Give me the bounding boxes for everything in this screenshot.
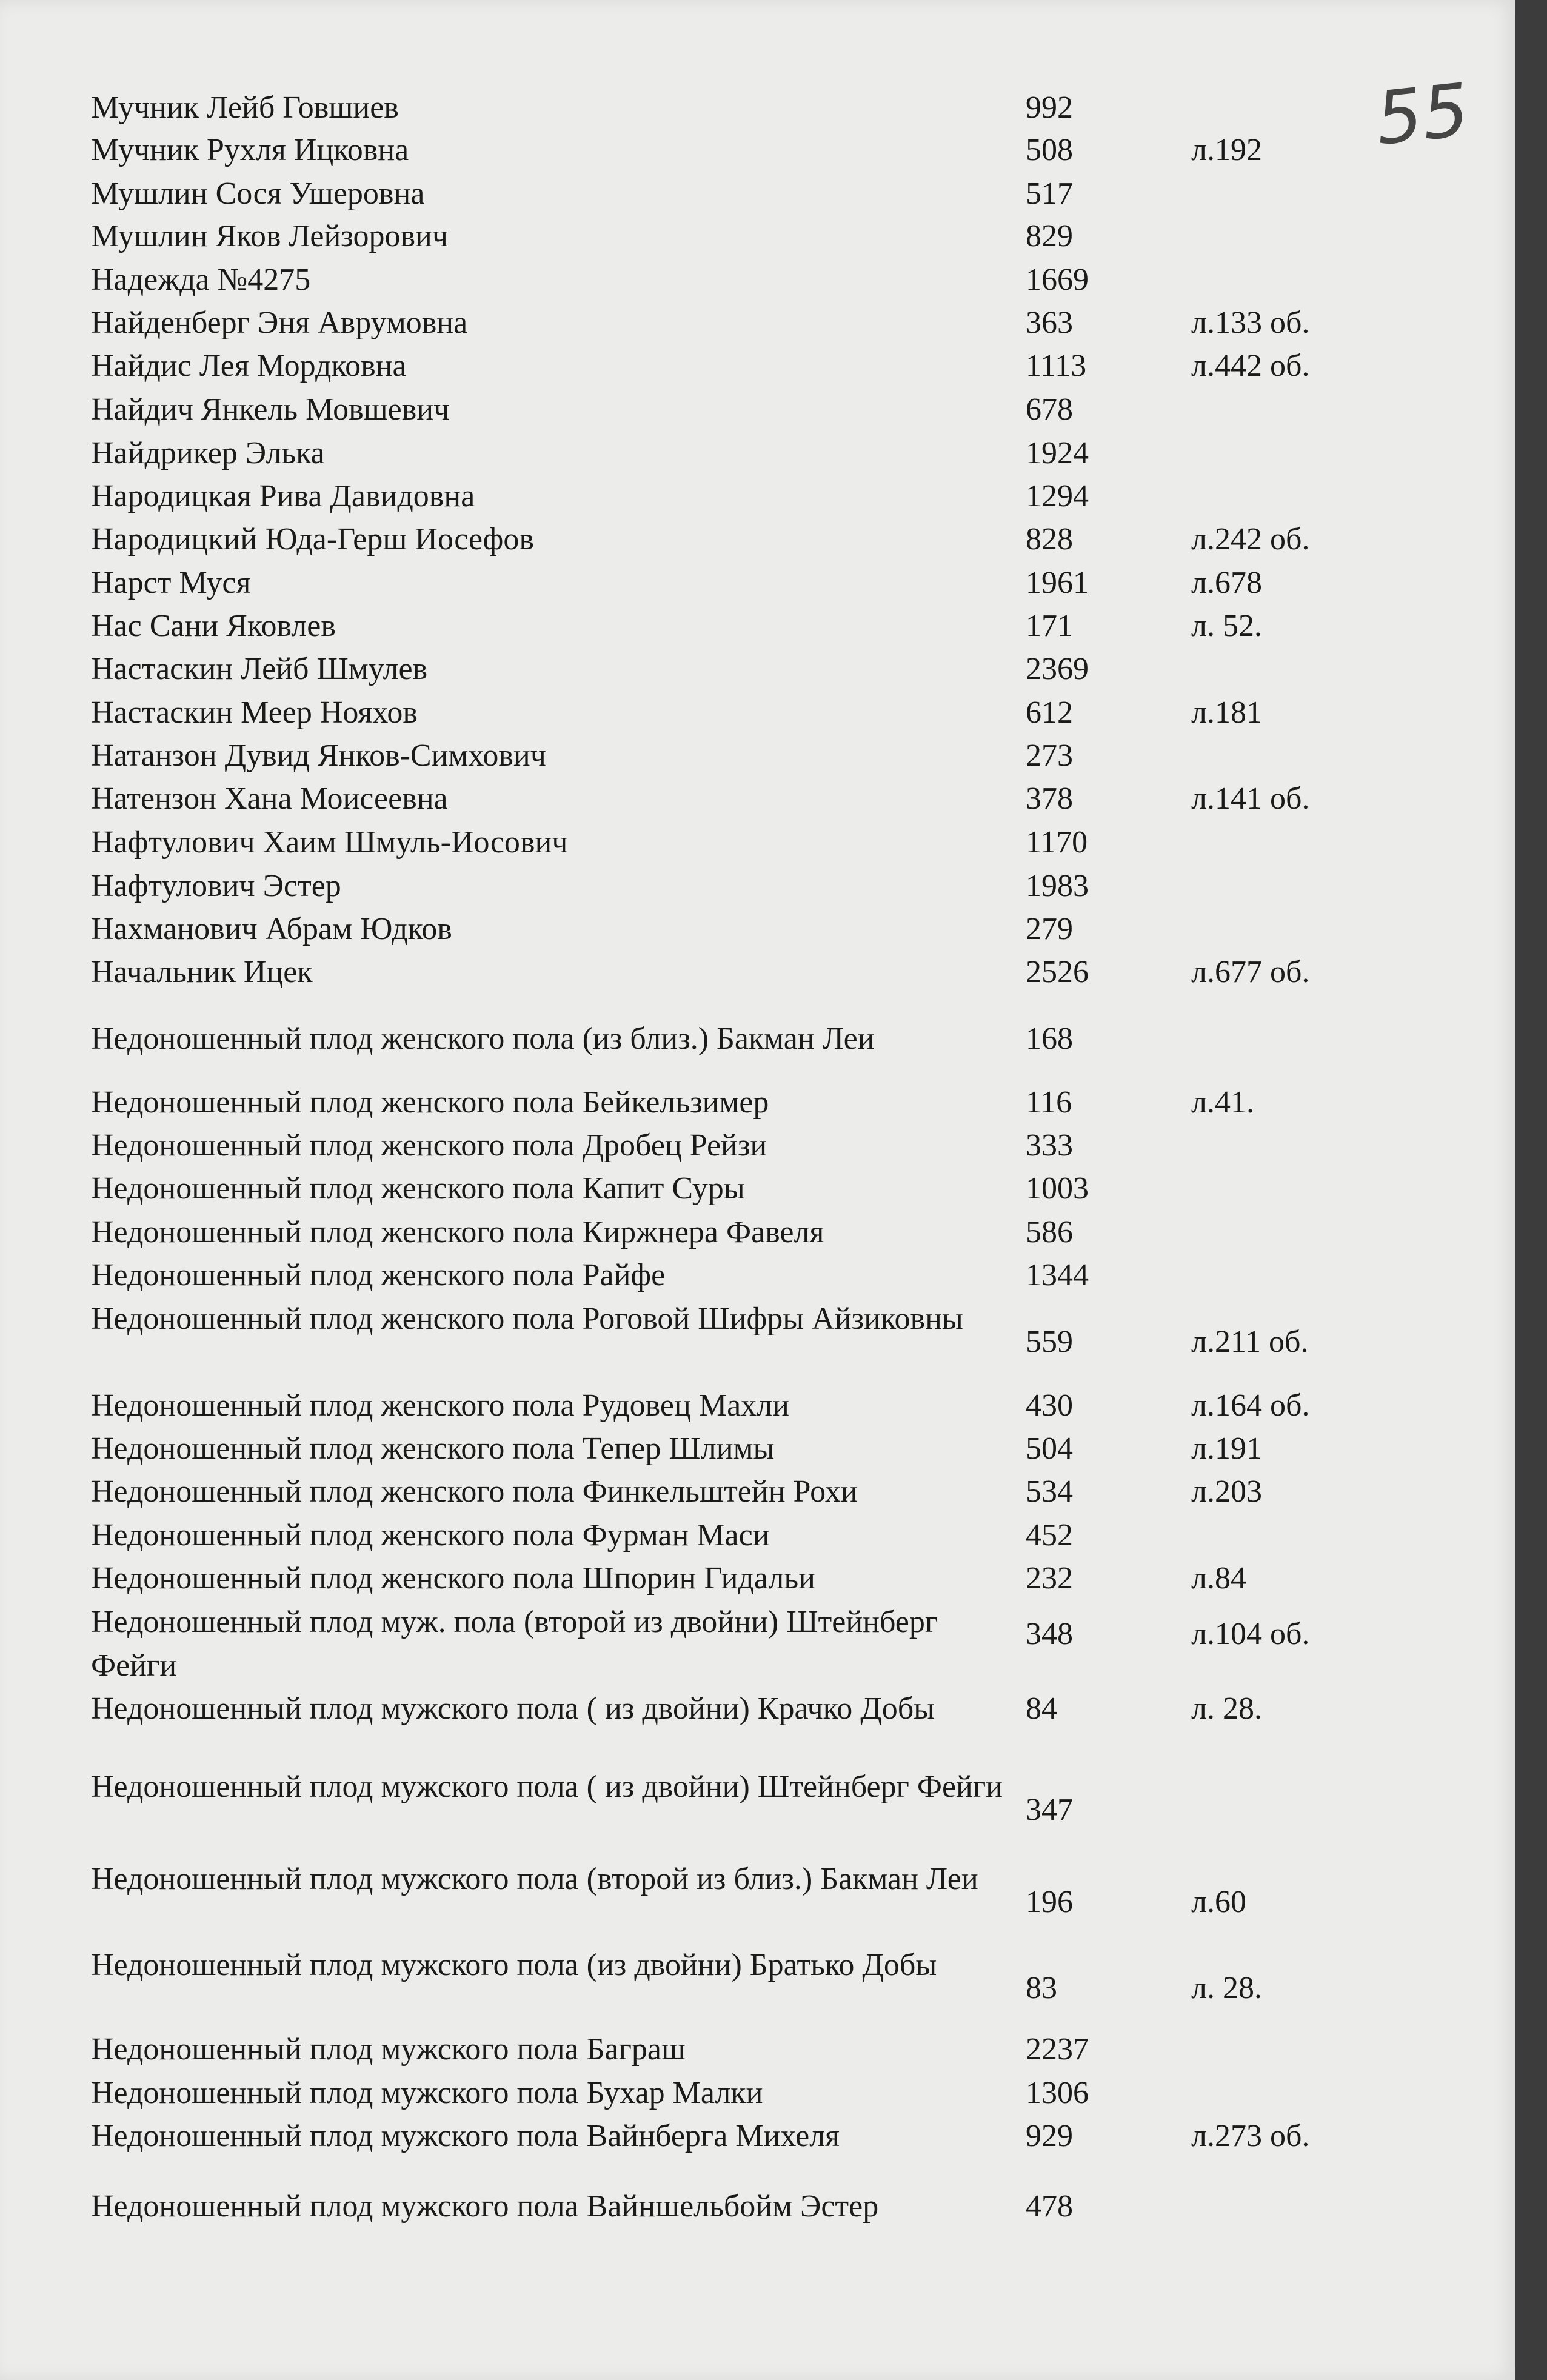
entry-name: Недоношенный плод мужского пола ( из двойни) Крачко Добы bbox=[91, 1691, 935, 1726]
entry-name: Натензон Хана Моисеевна bbox=[91, 781, 448, 816]
entry-number: 517 bbox=[1026, 176, 1073, 211]
entry-name: Начальник Ицек bbox=[91, 955, 313, 989]
entry-name: Мучник Рухля Ицковна bbox=[91, 133, 409, 167]
entry-number: 348 bbox=[1026, 1617, 1073, 1651]
entry-sheet-ref: л. 28. bbox=[1191, 1691, 1262, 1726]
entry-name: Недоношенный плод женского пола Тепер Шлимы bbox=[91, 1431, 775, 1466]
entry-name: Мушлин Яков Лейзорович bbox=[91, 219, 449, 253]
entry-name: Нафтулович Хаим Шмуль-Иосович bbox=[91, 825, 568, 860]
entry-number: 1961 bbox=[1026, 566, 1089, 600]
entry-name: Настаскин Меер Нояхов bbox=[91, 695, 418, 730]
entry-number: 171 bbox=[1026, 609, 1073, 643]
entry-name: Найденберг Эня Аврумовна bbox=[91, 306, 468, 340]
entry-name: Недоношенный плод женского пола Райфе bbox=[91, 1258, 666, 1292]
entry-name: Недоношенный плод муж. пола (второй из двойни) Штейнберг Фейги bbox=[91, 1605, 938, 1683]
entry-number: 273 bbox=[1026, 738, 1073, 773]
entry-name: Нафтулович Эстер bbox=[91, 869, 341, 903]
entry-name: Недоношенный плод мужского пола (второй из близ.) Бакман Леи bbox=[91, 1862, 978, 1896]
entry-name: Нарст Муся bbox=[91, 566, 251, 600]
entry-name: Недоношенный плод женского пола Фурман Маси bbox=[91, 1518, 770, 1553]
entry-sheet-ref: л. 28. bbox=[1191, 1971, 1262, 2005]
entry-number: 196 bbox=[1026, 1885, 1073, 1919]
entry-number: 84 bbox=[1026, 1691, 1057, 1726]
entry-name: Надежда №4275 bbox=[91, 262, 311, 297]
entry-name: Недоношенный плод женского пола Роговой Шифры Айзиковны bbox=[91, 1302, 963, 1336]
entry-sheet-ref: л.60 bbox=[1191, 1885, 1246, 1919]
entry-name: Мучник Лейб Говшиев bbox=[91, 90, 399, 125]
entry-number: 678 bbox=[1026, 392, 1073, 427]
entry-number: 347 bbox=[1026, 1793, 1073, 1827]
entry-number: 829 bbox=[1026, 219, 1073, 253]
entry-name: Недоношенный плод женского пола (из близ.) Бакман Леи bbox=[91, 1021, 875, 1056]
entry-sheet-ref: л.181 bbox=[1191, 695, 1262, 730]
entry-name: Найдич Янкель Мовшевич bbox=[91, 392, 450, 427]
entry-number: 2369 bbox=[1026, 652, 1089, 686]
entry-sheet-ref: л.211 об. bbox=[1191, 1325, 1309, 1359]
entry-number: 2237 bbox=[1026, 2032, 1089, 2067]
entry-number: 929 bbox=[1026, 2119, 1073, 2153]
entry-number: 1924 bbox=[1026, 436, 1089, 470]
entry-name: Народицкая Рива Давидовна bbox=[91, 479, 475, 513]
entry-number: 452 bbox=[1026, 1518, 1073, 1553]
entry-name: Нас Сани Яковлев bbox=[91, 609, 336, 643]
entry-number: 83 bbox=[1026, 1971, 1057, 2005]
entry-sheet-ref: л.133 об. bbox=[1191, 306, 1310, 340]
entry-name: Недоношенный плод мужского пола Бухар Малки bbox=[91, 2076, 763, 2110]
entry-name: Недоношенный плод женского пола Финкельштейн Рохи bbox=[91, 1474, 858, 1509]
entry-name: Недоношенный плод мужского пола Вайншельбойм Эстер bbox=[91, 2189, 879, 2224]
entry-name: Недоношенный плод мужского пола Вайнберга Михеля bbox=[91, 2119, 840, 2153]
entry-sheet-ref: л.104 об. bbox=[1191, 1617, 1310, 1651]
entry-number: 2526 bbox=[1026, 955, 1089, 989]
page-edge bbox=[1515, 0, 1547, 2380]
entry-number: 116 bbox=[1026, 1085, 1072, 1120]
entry-number: 333 bbox=[1026, 1128, 1073, 1163]
entry-number: 559 bbox=[1026, 1325, 1073, 1359]
entry-number: 363 bbox=[1026, 306, 1073, 340]
entry-number: 1170 bbox=[1026, 825, 1088, 860]
entry-name: Недоношенный плод женского пола Капит Суры bbox=[91, 1171, 745, 1206]
entry-name: Народицкий Юда-Герш Иосефов bbox=[91, 522, 534, 557]
entry-sheet-ref: л.164 об. bbox=[1191, 1388, 1310, 1423]
entry-sheet-ref: л.273 об. bbox=[1191, 2119, 1310, 2153]
entry-name: Недоношенный плод женского пола Бейкельзимер bbox=[91, 1085, 769, 1120]
entry-number: 586 bbox=[1026, 1215, 1073, 1249]
entry-name: Недоношенный плод женского пола Киржнера Фавеля bbox=[91, 1215, 824, 1249]
entry-number: 828 bbox=[1026, 522, 1073, 557]
entry-name: Найдис Лея Мордковна bbox=[91, 349, 407, 383]
entry-name: Недоношенный плод мужского пола Баграш bbox=[91, 2032, 686, 2067]
entry-name: Недоношенный плод мужского пола ( из двойни) Штейнберг Фейги bbox=[91, 1770, 1003, 1804]
entry-number: 1113 bbox=[1026, 349, 1087, 383]
entry-sheet-ref: л.84 bbox=[1191, 1561, 1246, 1596]
entry-number: 279 bbox=[1026, 912, 1073, 946]
entry-name: Нахманович Абрам Юдков bbox=[91, 912, 452, 946]
entry-number: 478 bbox=[1026, 2189, 1073, 2224]
entry-sheet-ref: л.41. bbox=[1191, 1085, 1254, 1120]
entry-sheet-ref: л.678 bbox=[1191, 566, 1262, 600]
entry-name: Недоношенный плод женского пола Дробец Рейзи bbox=[91, 1128, 767, 1163]
entry-sheet-ref: л.141 об. bbox=[1191, 781, 1310, 816]
entry-sheet-ref: л. 52. bbox=[1191, 609, 1262, 643]
entry-name: Недоношенный плод женского пола Рудовец Махли bbox=[91, 1388, 789, 1423]
entry-number: 992 bbox=[1026, 90, 1073, 125]
entry-number: 612 bbox=[1026, 695, 1073, 730]
entry-name: Найдрикер Элька bbox=[91, 436, 325, 470]
entry-number: 1344 bbox=[1026, 1258, 1089, 1292]
entry-sheet-ref: л.192 bbox=[1191, 133, 1262, 167]
entry-sheet-ref: л.677 об. bbox=[1191, 955, 1310, 989]
entry-name: Недоношенный плод женского пола Шпорин Гидальи bbox=[91, 1561, 815, 1596]
entry-number: 1669 bbox=[1026, 262, 1089, 297]
entry-sheet-ref: л.191 bbox=[1191, 1431, 1262, 1466]
entry-number: 504 bbox=[1026, 1431, 1073, 1466]
entry-name: Настаскин Лейб Шмулев bbox=[91, 652, 428, 686]
entry-number: 1003 bbox=[1026, 1171, 1089, 1206]
entry-number: 430 bbox=[1026, 1388, 1073, 1423]
entry-number: 378 bbox=[1026, 781, 1073, 816]
entry-number: 534 bbox=[1026, 1474, 1073, 1509]
entry-name: Недоношенный плод мужского пола (из двойни) Братько Добы bbox=[91, 1948, 937, 1982]
entry-number: 1306 bbox=[1026, 2076, 1089, 2110]
entry-sheet-ref: л.203 bbox=[1191, 1474, 1262, 1509]
entry-sheet-ref: л.442 об. bbox=[1191, 349, 1310, 383]
entry-number: 1294 bbox=[1026, 479, 1089, 513]
entry-number: 168 bbox=[1026, 1021, 1073, 1056]
entry-number: 1983 bbox=[1026, 869, 1089, 903]
page-number: 55 bbox=[1372, 68, 1473, 162]
entry-sheet-ref: л.242 об. bbox=[1191, 522, 1310, 557]
entry-number: 508 bbox=[1026, 133, 1073, 167]
entry-name: Натанзон Дувид Янков-Симхович bbox=[91, 738, 546, 773]
entry-number: 232 bbox=[1026, 1561, 1073, 1596]
entry-name: Мушлин Сося Ушеровна bbox=[91, 176, 425, 211]
